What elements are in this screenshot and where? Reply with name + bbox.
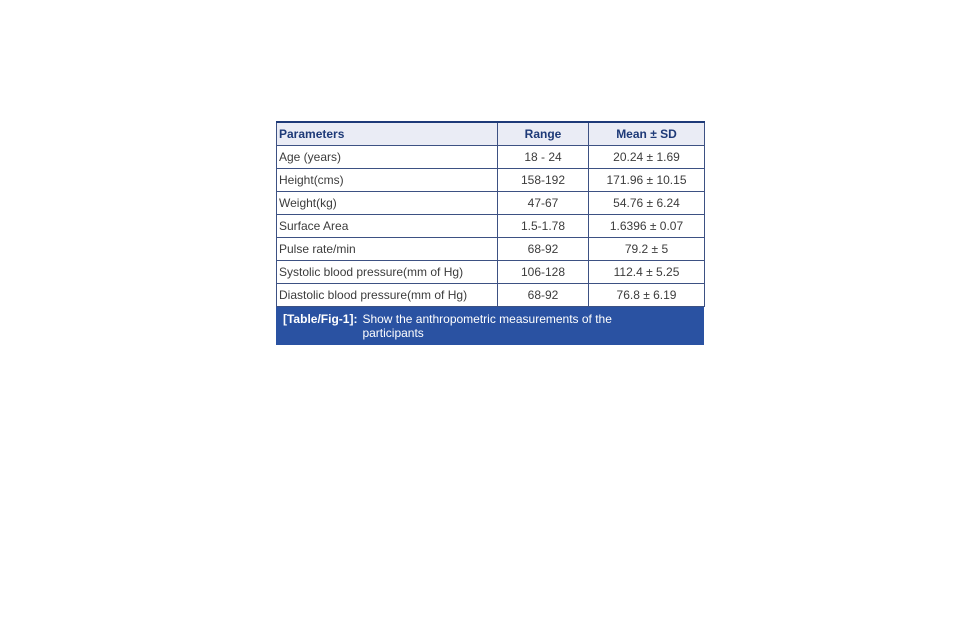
table-caption — [276, 307, 704, 345]
table-caption-label: [Table/Fig-1]: — [283, 311, 358, 326]
table-row — [277, 260, 705, 283]
cell-mean-sd: 112.4 ± 5.25 — [589, 260, 705, 283]
table-row — [277, 237, 705, 260]
table-header-row — [277, 122, 705, 145]
cell-range: 158-192 — [498, 168, 589, 191]
cell-parameter: Systolic blood pressure(mm of Hg) — [277, 260, 498, 283]
table-row — [277, 214, 705, 237]
cell-range: 47-67 — [498, 191, 589, 214]
cell-range: 68-92 — [498, 283, 589, 306]
column-header-mean-sd: Mean ± SD — [589, 122, 705, 145]
cell-parameter: Pulse rate/min — [277, 237, 498, 260]
cell-mean-sd: 1.6396 ± 0.07 — [589, 214, 705, 237]
cell-mean-sd: 54.76 ± 6.24 — [589, 191, 705, 214]
cell-parameter: Height(cms) — [277, 168, 498, 191]
table-row — [277, 191, 705, 214]
anthropometric-table-figure — [276, 121, 704, 345]
anthropometric-table — [276, 121, 705, 307]
column-header-parameters: Parameters — [277, 122, 498, 145]
table-row — [277, 145, 705, 168]
column-header-range: Range — [498, 122, 589, 145]
cell-mean-sd: 79.2 ± 5 — [589, 237, 705, 260]
cell-range: 106-128 — [498, 260, 589, 283]
cell-mean-sd: 20.24 ± 1.69 — [589, 145, 705, 168]
table-caption-text: Show the anthropometric measurements of the participants — [362, 311, 612, 340]
cell-range: 68-92 — [498, 237, 589, 260]
cell-parameter: Age (years) — [277, 145, 498, 168]
cell-mean-sd: 171.96 ± 10.15 — [589, 168, 705, 191]
cell-parameter: Surface Area — [277, 214, 498, 237]
cell-parameter: Weight(kg) — [277, 191, 498, 214]
cell-parameter: Diastolic blood pressure(mm of Hg) — [277, 283, 498, 306]
cell-range: 18 - 24 — [498, 145, 589, 168]
cell-mean-sd: 76.8 ± 6.19 — [589, 283, 705, 306]
table-row — [277, 168, 705, 191]
table-row — [277, 283, 705, 306]
cell-range: 1.5-1.78 — [498, 214, 589, 237]
